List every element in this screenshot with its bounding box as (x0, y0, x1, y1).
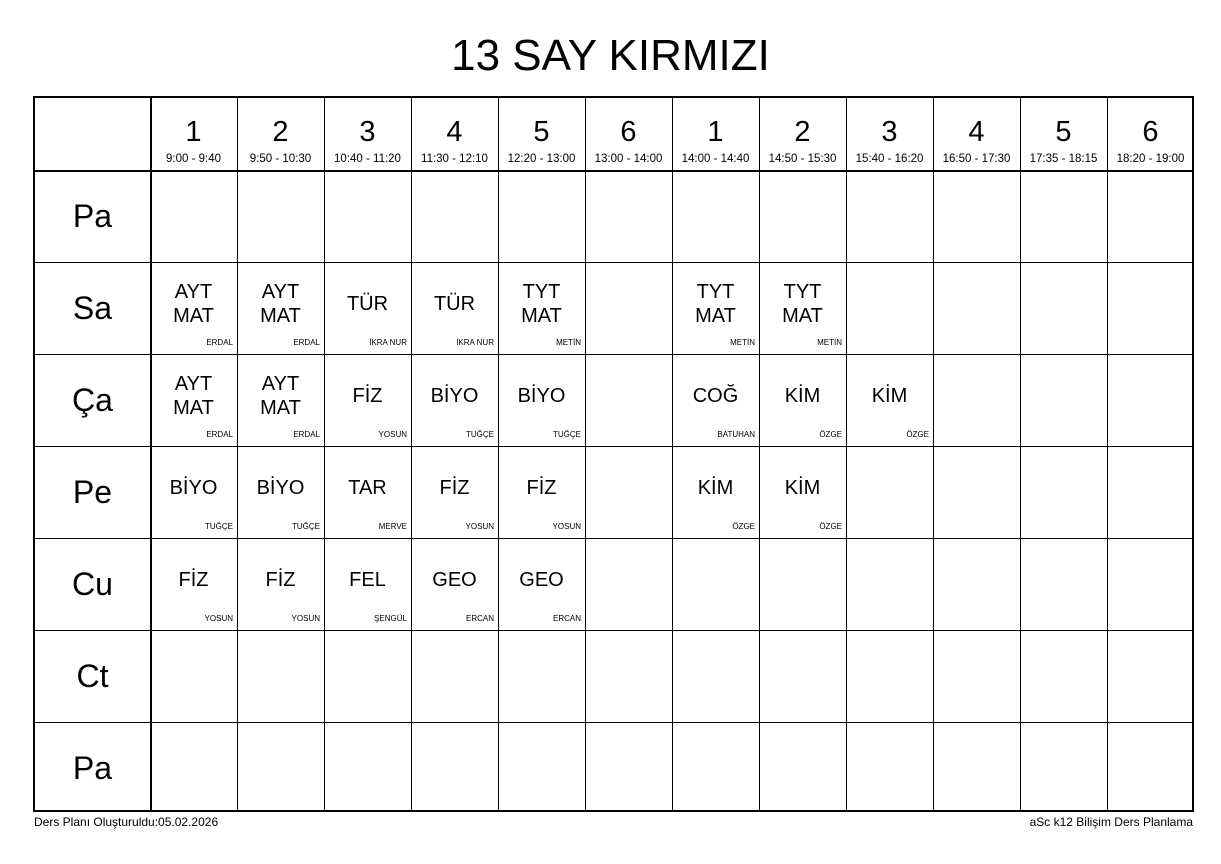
lesson-subject: AYT (261, 373, 300, 395)
grid-row-line (35, 170, 1192, 172)
lesson-teacher: YOSUN (378, 430, 407, 439)
lesson-subject: TÜR (433, 293, 476, 315)
lesson-teacher: ERDAL (206, 430, 233, 439)
lesson-subject: MAT (695, 305, 736, 327)
period-header (759, 98, 846, 170)
lesson-subject: KİM (784, 385, 821, 407)
grid-row-line (35, 722, 1192, 723)
software-credit-footer: aSc k12 Bilişim Ders Planlama (1029, 815, 1193, 829)
lesson-teacher: TUĞÇE (466, 430, 494, 439)
created-date-footer: Ders Planı Oluşturuldu:05.02.2026 (34, 815, 219, 829)
lesson-teacher: ERCAN (552, 614, 581, 623)
lesson-teacher: YOSUN (204, 614, 233, 623)
lesson-teacher: ERCAN (465, 614, 494, 623)
day-label: Cu (72, 566, 113, 602)
period-header (411, 98, 498, 170)
lesson-teacher: METİN (730, 338, 755, 347)
day-label: Pa (72, 750, 113, 786)
lesson-teacher: MERVE (378, 522, 407, 531)
lesson-cell[interactable] (672, 446, 759, 538)
lesson-subject: FİZ (526, 477, 557, 499)
period-number: 3 (359, 116, 376, 148)
lesson-cell[interactable] (150, 354, 237, 446)
lesson-subject: TYT (696, 281, 735, 303)
period-number: 1 (185, 116, 202, 148)
lesson-cell[interactable] (237, 354, 324, 446)
period-time: 18:20 - 19:00 (1116, 153, 1185, 165)
lesson-teacher: ERDAL (293, 338, 320, 347)
period-number: 5 (533, 116, 550, 148)
lesson-teacher: BATUHAN (717, 430, 755, 439)
lesson-subject: MAT (260, 397, 301, 419)
period-header (1020, 98, 1107, 170)
lesson-teacher: İKRA NUR (369, 338, 407, 347)
lesson-cell[interactable] (498, 354, 585, 446)
period-header (498, 98, 585, 170)
lesson-subject: MAT (260, 305, 301, 327)
lesson-subject: BİYO (256, 477, 305, 499)
period-header (324, 98, 411, 170)
lesson-subject: FİZ (352, 385, 383, 407)
lesson-subject: FİZ (439, 477, 470, 499)
lesson-teacher: ÖZGE (732, 522, 755, 531)
period-number: 2 (272, 116, 289, 148)
period-time: 9:50 - 10:30 (249, 153, 312, 165)
lesson-cell[interactable] (324, 446, 411, 538)
period-time: 17:35 - 18:15 (1029, 153, 1098, 165)
lesson-teacher: TUĞÇE (292, 522, 320, 531)
day-label: Sa (72, 290, 113, 326)
lesson-subject: KİM (871, 385, 908, 407)
period-header (237, 98, 324, 170)
lesson-cell[interactable] (759, 262, 846, 354)
lesson-subject: BİYO (169, 477, 218, 499)
lesson-subject: TYT (522, 281, 561, 303)
lesson-subject: TAR (348, 477, 387, 499)
lesson-cell[interactable] (324, 538, 411, 630)
lesson-subject: MAT (173, 305, 214, 327)
lesson-teacher: METİN (817, 338, 842, 347)
lesson-cell[interactable] (411, 538, 498, 630)
period-header (585, 98, 672, 170)
lesson-subject: GEO (432, 569, 477, 591)
lesson-teacher: ÖZGE (819, 430, 842, 439)
lesson-subject: AYT (174, 281, 213, 303)
lesson-teacher: ERDAL (293, 430, 320, 439)
lesson-cell[interactable] (759, 354, 846, 446)
timetable-grid (33, 96, 1194, 812)
period-time: 15:40 - 16:20 (855, 153, 924, 165)
lesson-subject: MAT (782, 305, 823, 327)
lesson-subject: TYT (783, 281, 822, 303)
lesson-subject: MAT (173, 397, 214, 419)
period-number: 1 (707, 116, 724, 148)
lesson-subject: BİYO (517, 385, 566, 407)
period-header (150, 98, 237, 170)
lesson-subject: AYT (261, 281, 300, 303)
grid-column-line (1107, 98, 1108, 810)
lesson-cell[interactable] (150, 446, 237, 538)
lesson-cell[interactable] (150, 538, 237, 630)
lesson-teacher: YOSUN (465, 522, 494, 531)
period-time: 12:20 - 13:00 (507, 153, 576, 165)
period-time: 10:40 - 11:20 (334, 153, 401, 165)
lesson-cell[interactable] (150, 262, 237, 354)
lesson-teacher: TUĞÇE (205, 522, 233, 531)
grid-column-line (846, 98, 847, 810)
day-label: Pa (72, 198, 113, 234)
lesson-cell[interactable] (498, 446, 585, 538)
period-time: 11:30 - 12:10 (421, 153, 488, 165)
lesson-subject: GEO (519, 569, 564, 591)
lesson-subject: TÜR (346, 293, 389, 315)
lesson-subject: KİM (697, 477, 734, 499)
lesson-cell[interactable] (672, 262, 759, 354)
lesson-teacher: ERDAL (206, 338, 233, 347)
grid-column-line (585, 98, 586, 810)
grid-row-line (35, 630, 1192, 631)
lesson-cell[interactable] (237, 446, 324, 538)
period-time: 14:50 - 15:30 (768, 153, 837, 165)
period-header (846, 98, 933, 170)
period-number: 5 (1055, 116, 1072, 148)
lesson-cell[interactable] (411, 262, 498, 354)
lesson-cell[interactable] (324, 262, 411, 354)
lesson-teacher: ÖZGE (819, 522, 842, 531)
day-label: Pe (72, 474, 113, 510)
lesson-teacher: TUĞÇE (553, 430, 581, 439)
lesson-subject: MAT (521, 305, 562, 327)
lesson-teacher: YOSUN (291, 614, 320, 623)
day-label: Ça (72, 382, 113, 418)
grid-column-line (1020, 98, 1021, 810)
period-time: 9:00 - 9:40 (166, 153, 221, 165)
lesson-cell[interactable] (846, 354, 933, 446)
lesson-cell[interactable] (411, 354, 498, 446)
period-number: 2 (794, 116, 811, 148)
lesson-cell[interactable] (237, 538, 324, 630)
lesson-subject: FEL (349, 569, 386, 591)
lesson-teacher: ÖZGE (906, 430, 929, 439)
period-number: 4 (446, 116, 463, 148)
period-header (1107, 98, 1194, 170)
period-header (933, 98, 1020, 170)
lesson-subject: FİZ (265, 569, 296, 591)
lesson-subject: FİZ (178, 569, 209, 591)
period-time: 16:50 - 17:30 (942, 153, 1011, 165)
grid-column-line (933, 98, 934, 810)
period-number: 4 (968, 116, 985, 148)
lesson-cell[interactable] (324, 354, 411, 446)
lesson-cell[interactable] (411, 446, 498, 538)
page-title: 13 SAY KIRMIZI (451, 31, 770, 80)
period-time: 14:00 - 14:40 (681, 153, 750, 165)
period-time: 13:00 - 14:00 (594, 153, 663, 165)
lesson-cell[interactable] (237, 262, 324, 354)
lesson-cell[interactable] (498, 262, 585, 354)
lesson-cell[interactable] (759, 446, 846, 538)
lesson-cell[interactable] (672, 354, 759, 446)
lesson-subject: AYT (174, 373, 213, 395)
period-number: 6 (1142, 116, 1159, 148)
period-number: 3 (881, 116, 898, 148)
day-label: Ct (76, 658, 109, 694)
period-number: 6 (620, 116, 637, 148)
lesson-subject: COĞ (692, 385, 739, 407)
lesson-subject: KİM (784, 477, 821, 499)
lesson-cell[interactable] (498, 538, 585, 630)
lesson-teacher: METİN (556, 338, 581, 347)
lesson-teacher: ŞENGÜL (374, 614, 407, 623)
lesson-teacher: YOSUN (552, 522, 581, 531)
period-header (672, 98, 759, 170)
lesson-teacher: İKRA NUR (456, 338, 494, 347)
lesson-subject: BİYO (430, 385, 479, 407)
